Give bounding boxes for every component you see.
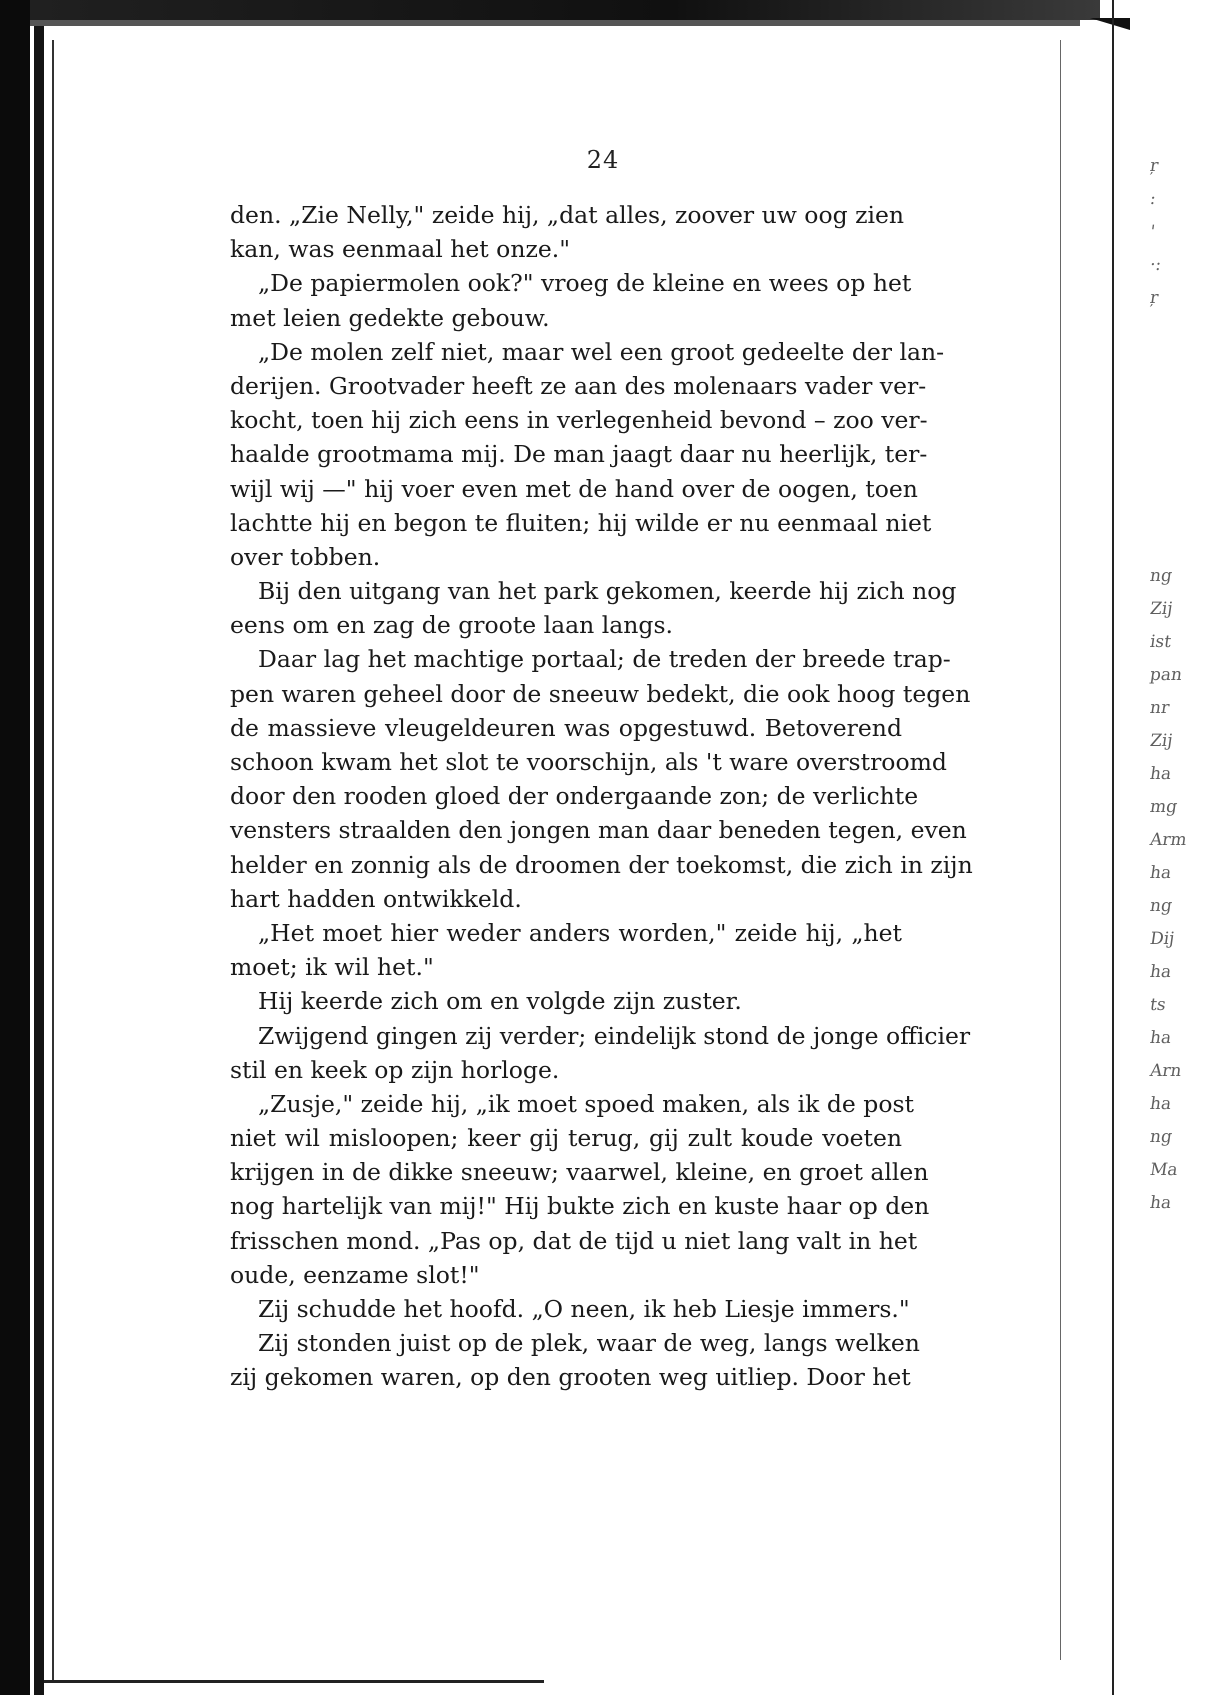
- bleed-fragment: ha: [1148, 1193, 1173, 1213]
- bleed-through-top: [1150, 150, 1206, 315]
- text-line: pen waren geheel door de sneeuw bedekt, die ook hoog tegen: [230, 679, 971, 708]
- bleed-fragment: ŗ: [1148, 288, 1160, 308]
- page-number: 24: [586, 146, 620, 174]
- text-line: helder en zonnig als de droomen der toekomst, die zich in zijn: [230, 850, 973, 879]
- page-edge-right: [1112, 0, 1114, 1695]
- bleed-fragment: ·:: [1148, 255, 1163, 275]
- text-line: Zwijgend gingen zij verder; eindelijk stond de jonge officier: [258, 1021, 971, 1050]
- bleed-fragment: ha: [1148, 962, 1173, 982]
- text-line: den. „Zie Nelly," zeide hij, „dat alles, zoover uw oog zien: [230, 201, 905, 229]
- scan-border-left-inner: [34, 0, 44, 1695]
- text-line: schoon kwam het slot te voorschijn, als 't ware overstroomd: [230, 748, 947, 776]
- bleed-fragment: Ma: [1148, 1160, 1180, 1180]
- text-line: over tobben.: [230, 542, 381, 571]
- scan-border-bottom: [44, 1680, 544, 1683]
- text-line: lachtte hij en begon te fluiten; hij wilde er nu eenmaal niet: [230, 508, 932, 537]
- bleed-fragment: ŗ: [1148, 156, 1160, 176]
- text-line: kocht, toen hij zich eens in verlegenheid bevond – zoo ver-: [230, 406, 928, 435]
- text-line: Bij den uitgang van het park gekomen, keerde hij zich nog: [258, 577, 957, 606]
- text-line: „De molen zelf niet, maar wel een groot gedeelte der lan-: [258, 337, 945, 366]
- text-line: zij gekomen waren, op den grooten weg uitliep. Door het: [230, 1363, 911, 1392]
- text-line: „Het moet hier weder anders worden," zeide hij, „het: [258, 918, 902, 947]
- text-line: eens om en zag de groote laan langs.: [230, 611, 673, 640]
- text-line: frisschen mond. „Pas op, dat de tijd u niet lang valt in het: [230, 1226, 918, 1255]
- scan-fold-line: [52, 40, 54, 1680]
- bleed-fragment: ha: [1148, 1028, 1173, 1048]
- text-line: derijen. Grootvader heeft ze aan des molenaars vader ver-: [230, 371, 927, 400]
- text-line: kan, was eenmaal het onze.": [230, 235, 571, 264]
- text-line: krijgen in de dikke sneeuw; vaarwel, kleine, en groet allen: [230, 1158, 929, 1187]
- bleed-fragment: Arn: [1148, 1061, 1183, 1081]
- bleed-fragment: ha: [1148, 1094, 1173, 1114]
- bleed-fragment: ng: [1148, 1127, 1174, 1147]
- bleed-fragment: ng: [1148, 566, 1174, 586]
- text-line: Hij keerde zich om en volgde zijn zuster.: [258, 987, 742, 1016]
- page-edge-shadow: [1060, 40, 1061, 1660]
- text-line: „Zusje," zeide hij, „ik moet spoed maken, als ik de post: [258, 1089, 914, 1118]
- text-line: met leien gedekte gebouw.: [230, 303, 550, 332]
- bleed-fragment: ha: [1148, 863, 1173, 883]
- bleed-fragment: ꞌ: [1148, 222, 1157, 242]
- bleed-fragment: ng: [1148, 896, 1174, 916]
- bleed-fragment: Arm: [1148, 830, 1189, 850]
- scan-page-corner: [1090, 18, 1130, 30]
- bleed-fragment: ha: [1148, 764, 1173, 784]
- scan-border-left: [0, 0, 30, 1695]
- scan-border-top: [30, 0, 1100, 20]
- text-line: de massieve vleugeldeuren was opgestuwd. Betoverend: [230, 713, 902, 742]
- text-line: wijl wij —" hij voer even met de hand over de oogen, toen: [230, 474, 918, 503]
- bleed-fragment: Zij: [1148, 731, 1175, 751]
- bleed-fragment: :: [1148, 189, 1158, 209]
- text-line: Daar lag het machtige portaal; de treden der breede trap-: [258, 645, 951, 674]
- text-line: Zij stonden juist op de plek, waar de weg, langs welken: [258, 1329, 920, 1358]
- scan-border-top-shadow: [30, 20, 1080, 26]
- bleed-fragment: Zij: [1148, 599, 1175, 619]
- bleed-fragment: Dij: [1148, 929, 1176, 949]
- text-line: vensters straalden den jongen man daar beneden tegen, even: [230, 816, 967, 845]
- text-line: oude, eenzame slot!": [230, 1260, 480, 1289]
- text-line: haalde grootmama mij. De man jaagt daar nu heerlijk, ter-: [230, 440, 928, 469]
- text-line: hart hadden ontwikkeld.: [230, 884, 522, 913]
- text-line: „De papiermolen ook?" vroeg de kleine en wees op het: [258, 269, 912, 298]
- body-text: [230, 198, 973, 1395]
- text-line: Zij schudde het hoofd. „O neen, ik heb Liesje immers.": [258, 1295, 910, 1323]
- bleed-fragment: mg: [1148, 797, 1179, 817]
- bleed-fragment: nr: [1148, 698, 1171, 718]
- bleed-fragment: ist: [1148, 632, 1173, 652]
- text-line: stil en keek op zijn horloge.: [230, 1055, 560, 1084]
- text-line: niet wil misloopen; keer gij terug, gij zult koude voeten: [230, 1124, 902, 1153]
- bleed-fragment: pan: [1148, 665, 1184, 685]
- bleed-through-bottom: [1150, 560, 1206, 1220]
- text-line: door den rooden gloed der ondergaande zon; de verlichte: [230, 782, 919, 811]
- text-line: moet; ik wil het.": [230, 953, 434, 982]
- bleed-fragment: ts: [1148, 995, 1168, 1015]
- text-line: nog hartelijk van mij!" Hij bukte zich en kuste haar op den: [230, 1192, 930, 1221]
